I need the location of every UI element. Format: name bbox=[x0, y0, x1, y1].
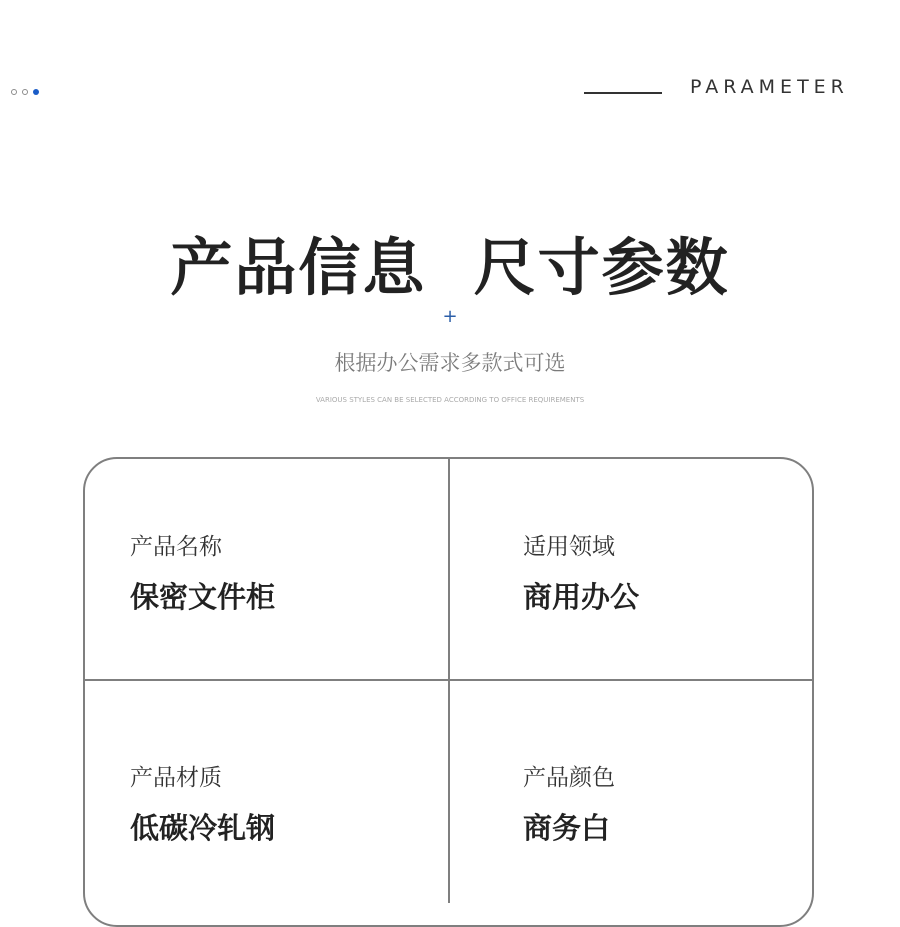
subtitle: 根据办公需求多款式可选 bbox=[334, 351, 566, 375]
param-label: 产品名称 bbox=[130, 534, 222, 560]
pagination-dot-active[interactable] bbox=[33, 89, 39, 95]
header-divider-line bbox=[584, 92, 662, 94]
section-label: PARAMETER bbox=[690, 76, 849, 98]
param-cell-product-name bbox=[130, 528, 275, 616]
pagination-dots bbox=[11, 89, 39, 95]
param-label: 产品颜色 bbox=[523, 765, 615, 791]
param-cell-application bbox=[523, 528, 639, 616]
table-horizontal-divider bbox=[83, 679, 814, 681]
param-label: 产品材质 bbox=[130, 765, 222, 791]
param-cell-color bbox=[523, 759, 615, 847]
param-value: 商用办公 bbox=[523, 580, 640, 614]
pagination-dot[interactable] bbox=[11, 89, 17, 95]
param-value: 商务白 bbox=[523, 811, 611, 845]
pagination-dot[interactable] bbox=[22, 89, 28, 95]
page-title: 产品信息 尺寸参数 bbox=[170, 231, 730, 304]
param-cell-material bbox=[130, 759, 275, 847]
param-value: 保密文件柜 bbox=[130, 580, 276, 614]
plus-icon: + bbox=[442, 306, 458, 327]
param-label: 适用领域 bbox=[523, 534, 615, 560]
subtitle-english: VARIOUS STYLES CAN BE SELECTED ACCORDING TO OFFICE REQUIREMENTS bbox=[315, 396, 585, 404]
param-value: 低碳冷轧钢 bbox=[130, 811, 276, 845]
